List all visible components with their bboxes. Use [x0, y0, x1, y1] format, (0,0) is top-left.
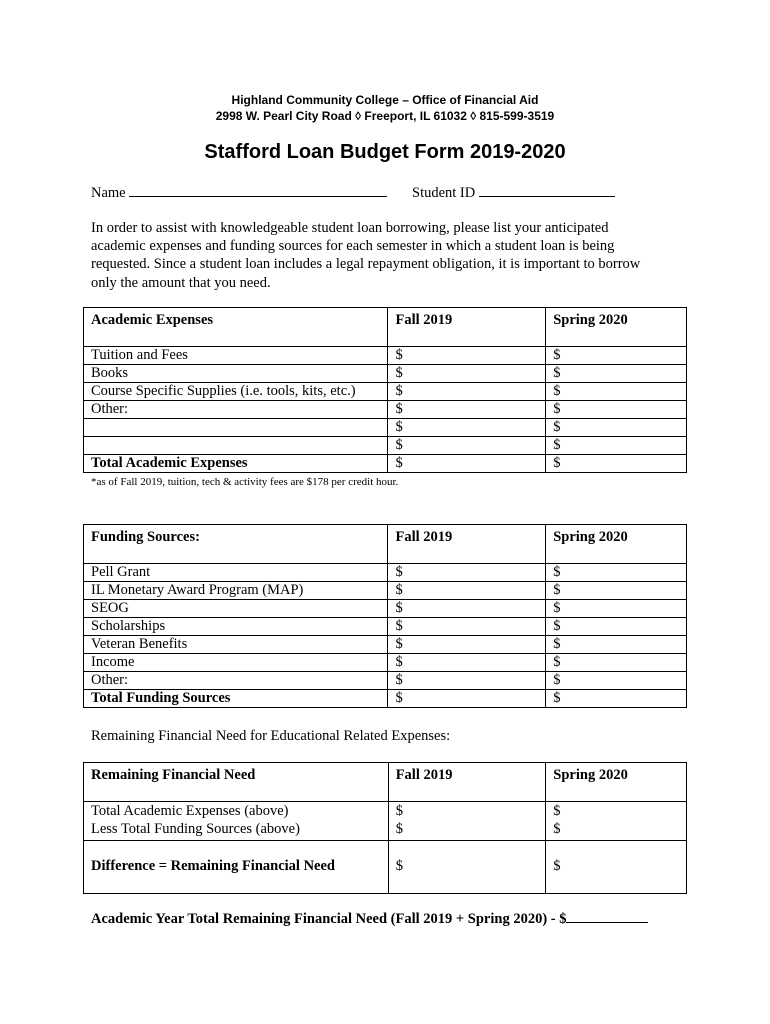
funding-label: Scholarships	[84, 618, 388, 636]
table-row	[84, 347, 687, 365]
spring-amount[interactable]: $	[546, 365, 687, 383]
table-header-row	[84, 763, 687, 802]
spring-amount[interactable]: $	[546, 383, 687, 401]
remaining-label: Less Total Funding Sources (above)	[91, 821, 300, 838]
fall-heading: Fall 2019	[388, 525, 546, 564]
spring-amount[interactable]: $	[546, 437, 687, 455]
table-row	[84, 437, 687, 455]
name-label: Name	[91, 185, 126, 201]
remaining-need-intro: Remaining Financial Need for Educational Related Expenses:	[91, 728, 451, 744]
spring-heading: Spring 2020	[546, 525, 687, 564]
fall-amount[interactable]: $	[395, 821, 403, 838]
table-row	[84, 618, 687, 636]
spring-heading: Spring 2020	[546, 308, 687, 347]
table-header-row	[84, 525, 687, 564]
fall-amount[interactable]: $	[388, 636, 546, 654]
academic-year-total-row	[91, 909, 648, 928]
intro-line: only the amount that you need.	[91, 274, 271, 291]
spring-amount[interactable]: $	[546, 600, 687, 618]
intro-line: academic expenses and funding sources for each semester in which a student loan is being	[91, 238, 615, 255]
funding-label: Pell Grant	[84, 564, 388, 582]
table-header-row	[84, 308, 687, 347]
college-office-line: Highland Community College – Office of Financial Aid	[231, 93, 539, 107]
expense-label: Books	[84, 365, 388, 383]
spring-amount[interactable]: $	[546, 636, 687, 654]
fall-amount[interactable]: $	[388, 437, 546, 455]
fall-heading: Fall 2019	[388, 308, 546, 347]
fall-difference-amount[interactable]: $	[388, 840, 546, 893]
expense-label-blank[interactable]	[84, 437, 388, 455]
fall-amount[interactable]: $	[388, 672, 546, 690]
fall-amounts	[388, 802, 546, 841]
remaining-label: Total Academic Expenses (above)	[91, 803, 289, 819]
fall-amount[interactable]: $	[388, 365, 546, 383]
intro-paragraph	[91, 219, 681, 292]
remaining-labels	[84, 802, 389, 841]
fall-total-amount[interactable]: $	[388, 455, 546, 473]
funding-label: IL Monetary Award Program (MAP)	[84, 582, 388, 600]
fall-amount[interactable]: $	[388, 618, 546, 636]
student-id-label: Student ID	[412, 185, 476, 201]
spring-amount[interactable]: $	[546, 401, 687, 419]
spring-amount[interactable]: $	[546, 419, 687, 437]
table-row	[84, 582, 687, 600]
funding-label: Income	[84, 654, 388, 672]
academic-year-total-label: Academic Year Total Remaining Financial Need (Fall 2019 + Spring 2020) - $	[91, 911, 567, 927]
remaining-need-table	[83, 762, 687, 894]
table-row	[84, 690, 687, 708]
table-row	[84, 455, 687, 473]
intro-line: requested. Since a student loan includes a legal repayment obligation, it is important to borrow	[91, 256, 641, 273]
fall-total-amount[interactable]: $	[388, 690, 546, 708]
spring-amount[interactable]: $	[546, 347, 687, 365]
spring-amount[interactable]: $	[553, 803, 561, 819]
intro-line: In order to assist with knowledgeable student loan borrowing, please list your anticipated	[91, 220, 609, 236]
spring-total-amount[interactable]: $	[546, 690, 687, 708]
spring-difference-amount[interactable]: $	[546, 840, 687, 893]
student-id-field-row	[412, 183, 615, 202]
fall-heading: Fall 2019	[388, 763, 546, 802]
table-row	[84, 401, 687, 419]
table-row	[84, 672, 687, 690]
difference-label: Difference = Remaining Financial Need	[84, 840, 389, 893]
table-row	[84, 365, 687, 383]
spring-amount[interactable]: $	[546, 654, 687, 672]
name-field-row	[91, 183, 387, 202]
tuition-footnote: *as of Fall 2019, tuition, tech & activity fees are $178 per credit hour.	[91, 476, 399, 488]
spring-heading: Spring 2020	[546, 763, 687, 802]
expense-label: Tuition and Fees	[84, 347, 388, 365]
funding-sources-heading: Funding Sources:	[84, 525, 388, 564]
spring-amount[interactable]: $	[546, 618, 687, 636]
expense-label: Course Specific Supplies (i.e. tools, kits, etc.)	[84, 383, 388, 401]
academic-year-total-input-line[interactable]	[566, 909, 648, 923]
fall-amount[interactable]: $	[388, 600, 546, 618]
table-row	[84, 654, 687, 672]
table-row	[84, 636, 687, 654]
funding-label: Veteran Benefits	[84, 636, 388, 654]
spring-amount[interactable]: $	[546, 564, 687, 582]
form-title: Stafford Loan Budget Form 2019-2020	[204, 141, 566, 163]
spring-amounts	[546, 802, 687, 841]
table-row	[84, 802, 687, 841]
fall-amount[interactable]: $	[388, 383, 546, 401]
fall-amount[interactable]: $	[388, 582, 546, 600]
table-row	[84, 564, 687, 582]
fall-amount[interactable]: $	[388, 654, 546, 672]
fall-amount[interactable]: $	[388, 564, 546, 582]
table-row	[84, 419, 687, 437]
expense-label-blank[interactable]	[84, 419, 388, 437]
academic-expenses-heading: Academic Expenses	[84, 308, 388, 347]
table-row	[84, 383, 687, 401]
student-id-input-line[interactable]	[479, 183, 615, 197]
spring-amount[interactable]: $	[546, 582, 687, 600]
funding-label: Other:	[84, 672, 388, 690]
table-row	[84, 600, 687, 618]
fall-amount[interactable]: $	[395, 803, 403, 819]
spring-amount[interactable]: $	[546, 672, 687, 690]
academic-expenses-table	[83, 307, 687, 473]
fall-amount[interactable]: $	[388, 401, 546, 419]
name-input-line[interactable]	[129, 183, 387, 197]
table-row	[84, 840, 687, 893]
spring-amount[interactable]: $	[553, 821, 561, 838]
address-line: 2998 W. Pearl City Road ◊ Freeport, IL 61032 ◊ 815-599-3519	[215, 109, 555, 123]
fall-amount[interactable]: $	[388, 347, 546, 365]
remaining-need-heading: Remaining Financial Need	[84, 763, 389, 802]
funding-sources-table	[83, 524, 687, 708]
funding-label: SEOG	[84, 600, 388, 618]
spring-total-amount[interactable]: $	[546, 455, 687, 473]
expense-label: Other:	[84, 401, 388, 419]
total-academic-label: Total Academic Expenses	[84, 455, 388, 473]
total-funding-label: Total Funding Sources	[84, 690, 388, 708]
fall-amount[interactable]: $	[388, 419, 546, 437]
